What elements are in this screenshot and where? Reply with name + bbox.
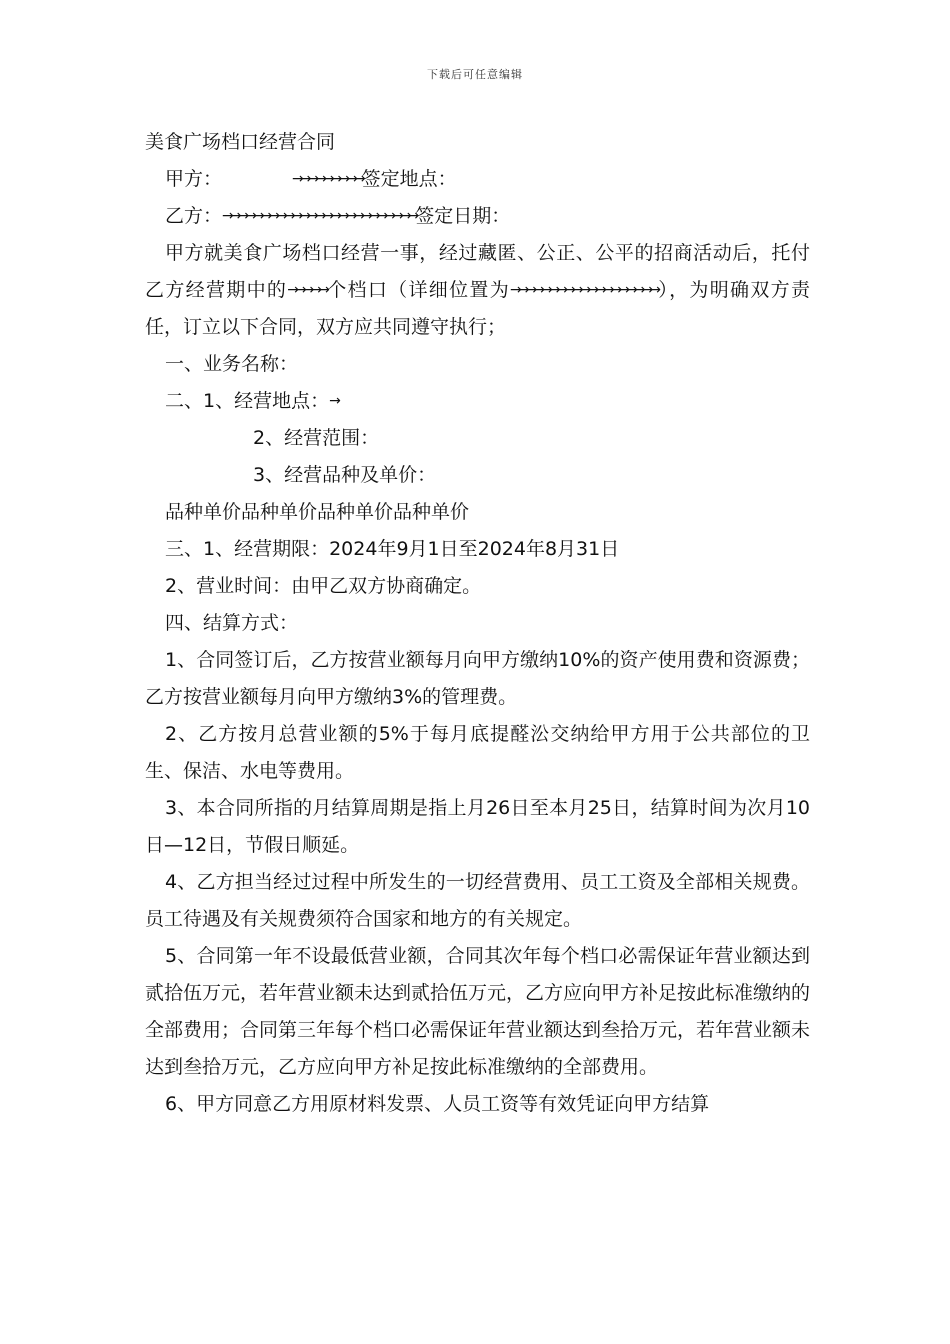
party-a-label: 甲方： <box>165 168 223 190</box>
clause-4-1: 1、合同签订后，乙方按营业额每月向甲方缴纳10%的资产使用费和资源费；乙方按营业额每月向甲方缴纳3%的管理费。 <box>145 649 810 708</box>
section-2-1 <box>145 383 810 420</box>
intro-text-1: 甲方就美食广场档口经营一事，经过藏匿、公正、公平的招商活动后，托付乙方经营期中的 <box>145 242 810 301</box>
section-3-2: 2、营业时间：由甲乙双方协商确定。 <box>165 575 482 597</box>
page-header-note: 下载后可任意编辑 <box>427 68 523 81</box>
location-arrow: → <box>329 393 337 409</box>
section-3-1: 三、1、经营期限：2024年9月1日至2024年8月31日 <box>165 538 620 560</box>
clause-4-2: 2、乙方按月总营业额的5%于每月底提醛㳂交纳给甲方用于公共部位的卫生、保洁、水电等费用。 <box>145 723 810 782</box>
section-1: 一、业务名称： <box>165 353 299 375</box>
clause-4-3: 3、本合同所指的月结算周期是指上月26日至本月25日，结算时间为次月10日—12日，节假日顺延。 <box>145 797 810 856</box>
sign-date-label: 签定日期： <box>415 205 511 227</box>
party-b-label: 乙方： <box>165 205 223 227</box>
document-title <box>145 124 810 161</box>
intro-paragraph <box>145 235 810 346</box>
section-4: 四、结算方式： <box>165 612 299 634</box>
clause-4-5: 5、合同第一年不设最低营业额，合同其次年每个档口必需保证年营业额达到贰拾伍万元，若年营业额未达到贰拾伍万元，乙方应向甲方补足按此标准缴纳的全部费用；合同第三年每个档口必需保证年营业额达到叁拾万元，若年营业额未达到叁拾万元，乙方应向甲方补足按此标准缴纳的全部费用。 <box>145 945 811 1078</box>
location-blank: →→→→→→→→→→→→→→→→→→→ <box>510 282 657 298</box>
price-table-header: 品种单价品种单价品种单价品种单价 <box>165 501 470 523</box>
clause-4-4: 4、乙方担当经过过程中所发生的一切经营费用、员工工资及全部相关规费。员工待遇及有关规费须符合国家和地方的有关规定。 <box>145 871 810 930</box>
party-a-line <box>145 161 810 198</box>
stall-count-blank: →→→→→ <box>287 282 326 298</box>
title-text: 美食广场档口经营合同 <box>145 131 336 153</box>
clause-4-6: 6、甲方同意乙方用原材料发票、人员工资等有效凭证向甲方结算 <box>165 1093 710 1115</box>
section-2-3: 3、经营品种及单价： <box>253 464 437 486</box>
section-2-1-text: 二、1、经营地点： <box>165 390 330 412</box>
party-b-line <box>145 198 810 235</box>
contract-body <box>145 124 810 1123</box>
intro-text-2: 个档口（详细位置为 <box>325 279 511 301</box>
intro-text-3: ），为明确双方责任，订立以下合同，双方应共同遵守执行； <box>145 279 810 338</box>
party-a-blank: →→→→→→→→→ <box>292 171 362 187</box>
section-2-2: 2、经营范围： <box>253 427 380 449</box>
party-b-blank: →→→→→→→→→→→→→→→→→→→→→→→→→ <box>222 208 416 224</box>
sign-place-label: 签定地点： <box>361 168 457 190</box>
